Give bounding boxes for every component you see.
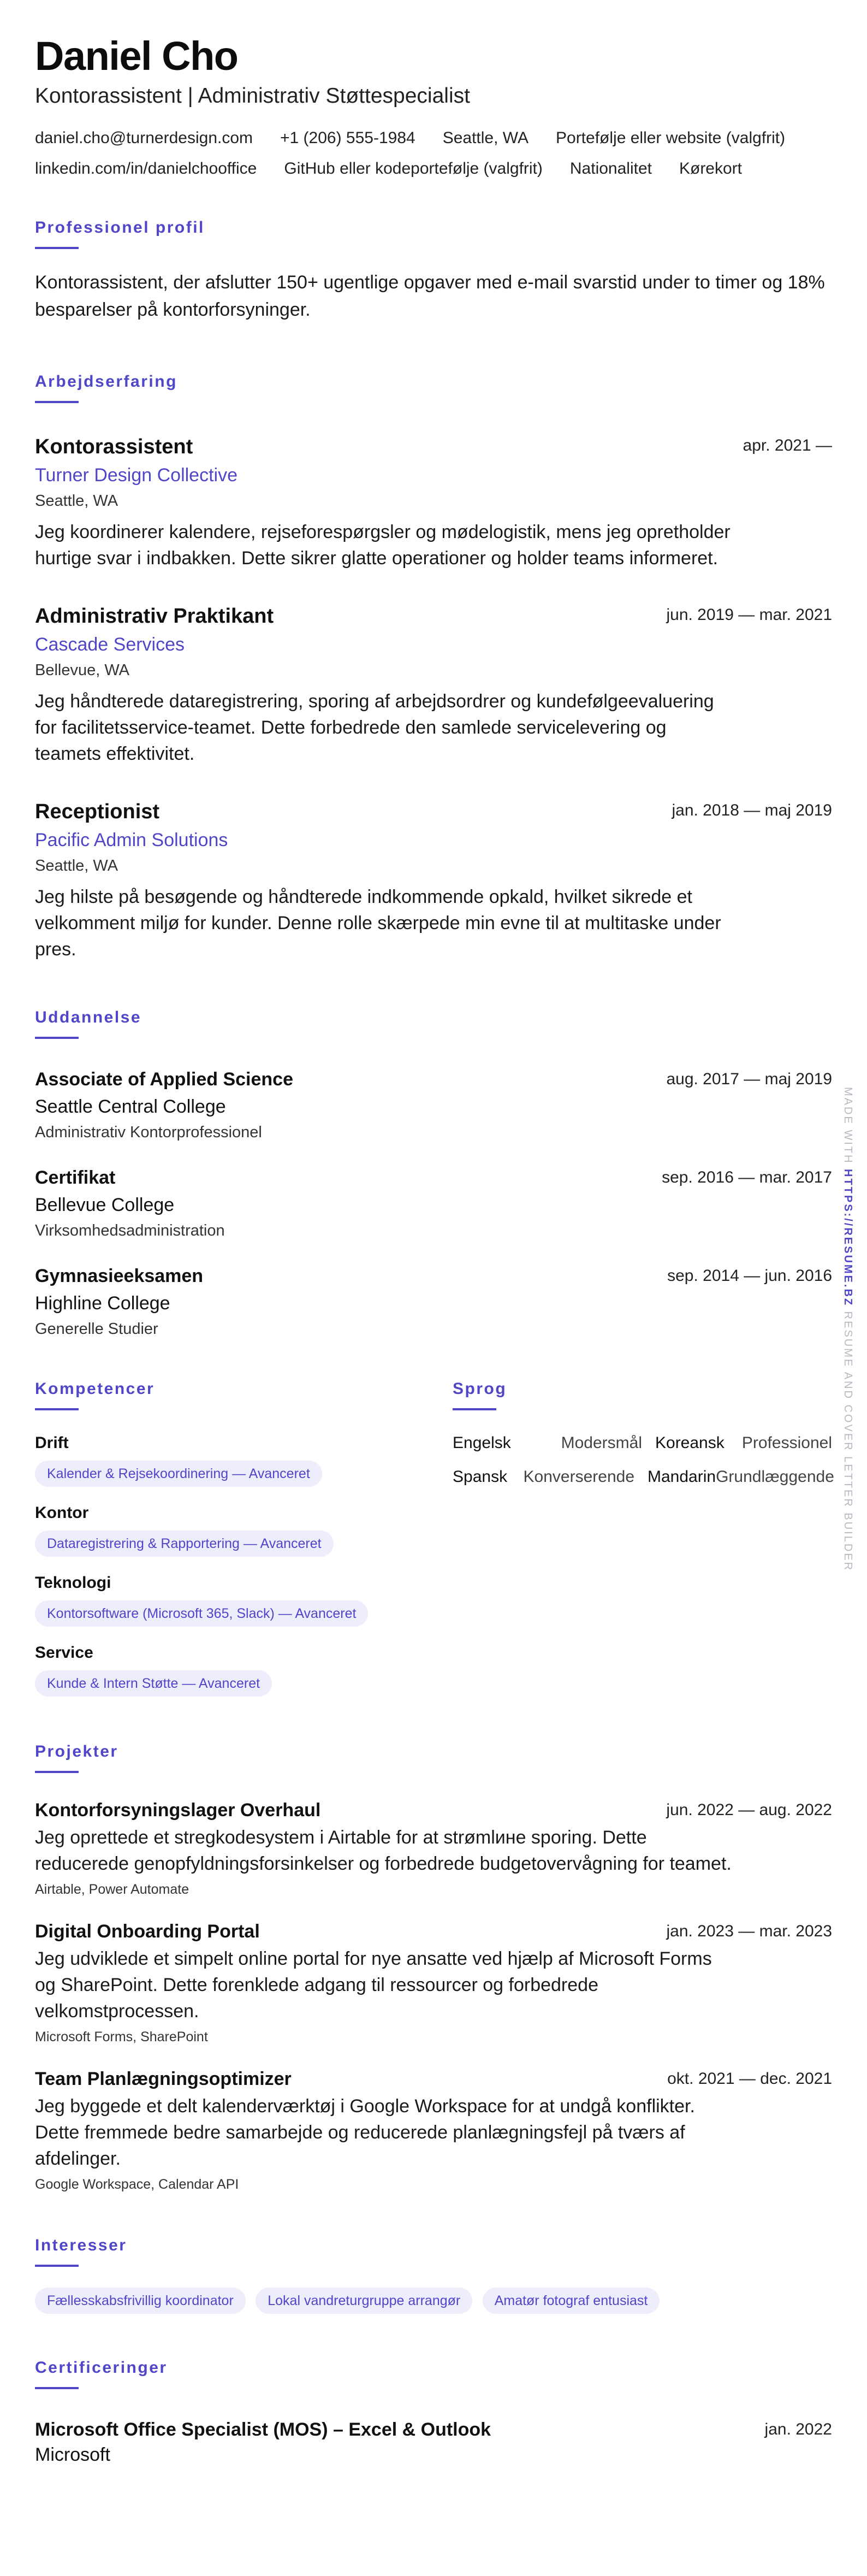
language-item: [453, 1466, 634, 1488]
projects-section: [35, 1741, 832, 2194]
contact-location: Seattle, WA: [442, 129, 528, 147]
contact-linkedin[interactable]: linkedin.com/in/danielchooffice: [35, 159, 257, 178]
project-date: jun. 2022 — aug. 2022: [666, 1801, 832, 1819]
project-description: Jeg udviklede et simpelt online portal for nye ansatte ved hjælp af Microsoft Forms og SharePoint. Dette forenklede adgang til ressourcer og forbedrede velkomstprocessen.: [35, 1948, 712, 2022]
skill-chip: Dataregistrering & Rapportering — Avanceret: [35, 1531, 334, 1557]
contact-license: Kørekort: [679, 159, 743, 178]
school-name: Bellevue College: [35, 1195, 175, 1215]
company-name: Cascade Services: [35, 634, 185, 655]
job-location: Bellevue, WA: [35, 661, 129, 679]
section-title-skills: Kompetencer: [35, 1380, 155, 1398]
language-name: Spansk: [453, 1468, 508, 1486]
company-name: Turner Design Collective: [35, 465, 237, 486]
company-name: Pacific Admin Solutions: [35, 830, 228, 850]
project-entry: [35, 1798, 832, 1899]
job-description: Jeg koordinerer kalendere, rejseforespørgsler og mødelogistik, mens jeg opretholder hurtige svar i indbakken. Dette sikrer glatte operationer og holder teams informeret.: [35, 522, 731, 569]
section-rule: [35, 1771, 79, 1773]
language-row: [453, 1432, 832, 1454]
project-tech: Airtable, Power Automate: [35, 1882, 189, 1897]
section-title-languages: Sprog: [453, 1380, 507, 1398]
section-title-education: Uddannelse: [35, 1008, 142, 1026]
skill-group-title: Service: [35, 1644, 93, 1662]
resume-builder-watermark: [841, 1087, 854, 1571]
contact-phone[interactable]: +1 (206) 555-1984: [280, 129, 415, 147]
project-description: Jeg oprettede et stregkodesystem i Airtable for at strømlинe sporing. Dette reducerede genopfyldningsforsinkelser og forbedrede budgetovervågning for teamet.: [35, 1827, 732, 1874]
job-title: Administrativ Praktikant: [35, 605, 274, 628]
skill-group: [35, 1642, 453, 1697]
education-date: aug. 2017 — maj 2019: [666, 1070, 832, 1088]
skill-group-title: Drift: [35, 1434, 69, 1452]
section-rule: [35, 247, 79, 249]
section-title-experience: Arbejdserfaring: [35, 373, 177, 391]
section-rule: [35, 2265, 79, 2267]
project-name: Kontorforsyningslager Overhaul: [35, 1800, 321, 1821]
education-section: [35, 1007, 832, 1339]
candidate-headline: Kontorassistent | Administrativ Støttespecialist: [35, 84, 470, 108]
project-tech: Microsoft Forms, SharePoint: [35, 2029, 208, 2045]
language-name: Engelsk: [453, 1434, 511, 1452]
job-description: Jeg hilste på besøgende og håndterede indkommende opkald, hvilket sikrede et velkomment miljø for kunder. Denne rolle skærpede min evne til at multitaske under pres.: [35, 887, 721, 960]
skills-section: [35, 1379, 453, 1697]
resume-page: [35, 33, 832, 2467]
degree-name: Associate of Applied Science: [35, 1069, 293, 1090]
contact-portfolio[interactable]: Portefølje eller website (valgfrit): [556, 129, 786, 147]
education-entry: [35, 1166, 832, 1241]
interest-chip: Lokal vandreturgruppe arrangør: [256, 2288, 472, 2314]
skill-group-title: Kontor: [35, 1504, 89, 1522]
certification-entry: [35, 2418, 832, 2467]
section-rule: [453, 1408, 496, 1410]
job-date: jan. 2018 — maj 2019: [672, 801, 832, 819]
job-date: jun. 2019 — mar. 2021: [666, 606, 832, 624]
language-level: Konverserende: [523, 1468, 634, 1486]
project-name: Digital Onboarding Portal: [35, 1921, 260, 1942]
education-date: sep. 2014 — jun. 2016: [667, 1267, 832, 1285]
certification-issuer: Microsoft: [35, 2444, 110, 2465]
project-date: jan. 2023 — mar. 2023: [666, 1922, 832, 1940]
language-row: [453, 1466, 832, 1488]
candidate-name: Daniel Cho: [35, 33, 238, 79]
degree-name: Gymnasieeksamen: [35, 1266, 204, 1286]
skill-group: [35, 1432, 453, 1487]
job-location: Seattle, WA: [35, 857, 118, 875]
interest-chip: Fællesskabsfrivillig koordinator: [35, 2288, 246, 2314]
job-description: Jeg håndterede dataregistrering, sporing af arbejdsordrer og kundefølgeevaluering for facilitetsservice-teamet. Dette forbedrede den samlede servicelevering og teamets effektivitet.: [35, 691, 714, 764]
education-entry: [35, 1264, 832, 1339]
skill-group: [35, 1502, 453, 1557]
study-field: Administrativ Kontorprofessionel: [35, 1124, 262, 1141]
job-title: Receptionist: [35, 800, 160, 823]
section-rule: [35, 1037, 79, 1039]
interests-section: [35, 2235, 832, 2314]
language-level: Modersmål: [561, 1434, 642, 1452]
experience-section: [35, 371, 832, 962]
language-list: [453, 1432, 832, 1488]
job-date: apr. 2021 —: [743, 436, 832, 454]
project-name: Team Planlægningsoptimizer: [35, 2069, 292, 2089]
skill-chip: Kalender & Rejsekoordinering — Avanceret: [35, 1461, 322, 1487]
project-entry: [35, 2067, 832, 2194]
language-item: [648, 1466, 832, 1488]
language-item: [453, 1432, 642, 1454]
section-rule: [35, 1408, 79, 1410]
project-entry: [35, 1919, 832, 2046]
project-description: Jeg byggede et delt kalenderværktøj i Google Workspace for at undgå konflikter. Dette fremmede bedre samarbejde og reducerede planlægningsfejl på tværs af afdelinger.: [35, 2096, 695, 2169]
watermark-suffix: RESUME AND COVER LETTER BUILDER: [842, 1307, 854, 1572]
profile-section: [35, 217, 832, 323]
languages-section: [453, 1379, 832, 1697]
experience-entry: [35, 434, 832, 571]
study-field: Virksomhedsadministration: [35, 1222, 225, 1239]
job-title: Kontorassistent: [35, 435, 193, 458]
watermark-prefix: MADE WITH: [842, 1087, 854, 1169]
study-field: Generelle Studier: [35, 1320, 158, 1338]
profile-summary: Kontorassistent, der afslutter 150+ ugentlige opgaver med e-mail svarstid under to timer og 18% besparelser på kontorforsyninger.: [35, 272, 825, 320]
contact-nationality: Nationalitet: [569, 159, 652, 178]
contact-list: [35, 128, 821, 179]
interest-chips: [35, 2281, 832, 2314]
language-level: Professionel: [741, 1434, 832, 1452]
section-rule: [35, 2387, 79, 2389]
section-title-interests: Interesser: [35, 2236, 127, 2254]
skill-chip: Kontorsoftware (Microsoft 365, Slack) — Avanceret: [35, 1600, 368, 1627]
experience-entry: [35, 603, 832, 767]
interest-chip: Amatør fotograf entusiast: [483, 2288, 660, 2314]
project-tech: Google Workspace, Calendar API: [35, 2177, 239, 2192]
school-name: Seattle Central College: [35, 1096, 226, 1117]
watermark-link[interactable]: HTTPS://RESUME.BZ: [842, 1169, 854, 1307]
experience-entry: [35, 799, 832, 962]
certification-date: jan. 2022: [764, 2420, 832, 2438]
skill-group: [35, 1572, 453, 1627]
degree-name: Certifikat: [35, 1167, 116, 1188]
language-name: Mandarin: [648, 1468, 716, 1486]
contact-github[interactable]: GitHub eller kodeportefølje (valgfrit): [284, 159, 543, 178]
section-title-projects: Projekter: [35, 1742, 118, 1760]
job-location: Seattle, WA: [35, 492, 118, 510]
contact-email[interactable]: daniel.cho@turnerdesign.com: [35, 129, 253, 147]
school-name: Highline College: [35, 1293, 170, 1314]
certifications-section: [35, 2358, 832, 2467]
skill-group-title: Teknologi: [35, 1574, 111, 1592]
language-level: Grundlæggende: [716, 1468, 834, 1486]
language-item: [655, 1432, 832, 1454]
language-name: Koreansk: [655, 1434, 725, 1452]
project-date: okt. 2021 — dec. 2021: [667, 2070, 832, 2088]
section-rule: [35, 401, 79, 403]
skills-languages-row: [35, 1379, 832, 1697]
section-title-profile: Professionel profil: [35, 218, 205, 237]
education-entry: [35, 1067, 832, 1143]
section-title-certifications: Certificeringer: [35, 2359, 168, 2377]
education-date: sep. 2016 — mar. 2017: [662, 1168, 832, 1186]
skill-chip: Kunde & Intern Støtte — Avanceret: [35, 1670, 272, 1697]
certification-name: Microsoft Office Specialist (MOS) – Excel & Outlook: [35, 2419, 491, 2440]
